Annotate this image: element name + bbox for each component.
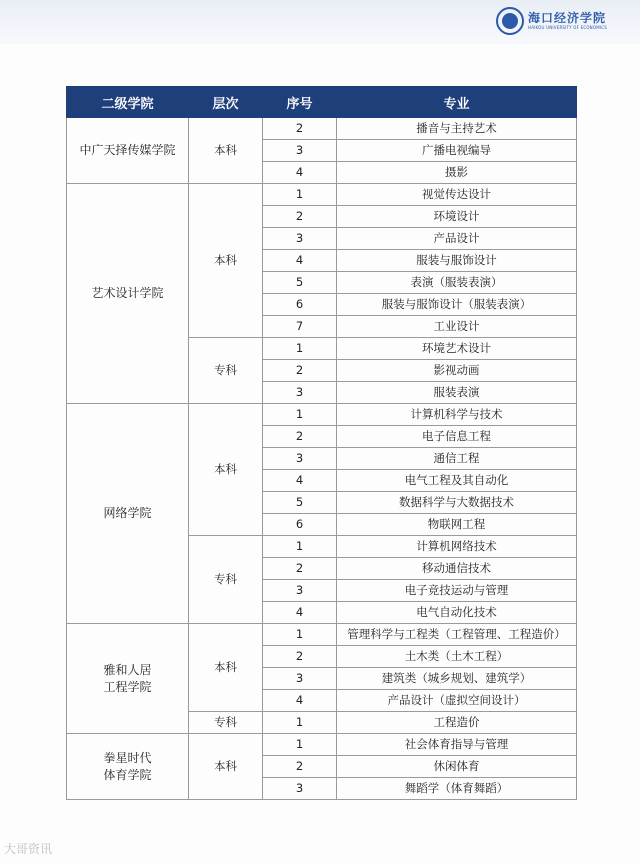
number-cell: 1 — [263, 624, 337, 646]
major-cell: 播音与主持艺术 — [337, 118, 577, 140]
major-cell: 电气自动化技术 — [337, 602, 577, 624]
table-row — [67, 404, 577, 426]
header-major: 专业 — [337, 87, 577, 118]
major-cell: 物联网工程 — [337, 514, 577, 536]
college-name-cell: 雅和人居 工程学院 — [67, 624, 189, 734]
number-cell: 4 — [263, 470, 337, 492]
major-cell: 影视动画 — [337, 360, 577, 382]
major-cell: 工业设计 — [337, 316, 577, 338]
major-cell: 产品设计 — [337, 228, 577, 250]
number-cell: 2 — [263, 558, 337, 580]
major-cell: 电气工程及其自动化 — [337, 470, 577, 492]
college-name-cell: 中广天择传媒学院 — [67, 118, 189, 184]
level-cell: 本科 — [189, 734, 263, 800]
number-cell: 1 — [263, 712, 337, 734]
number-cell: 3 — [263, 382, 337, 404]
majors-table — [66, 86, 577, 800]
number-cell: 6 — [263, 514, 337, 536]
logo-chinese-name: 海口经济学院 — [528, 11, 607, 25]
number-cell: 2 — [263, 646, 337, 668]
college-name-cell: 网络学院 — [67, 404, 189, 624]
number-cell: 5 — [263, 272, 337, 294]
number-cell: 2 — [263, 426, 337, 448]
number-cell: 2 — [263, 118, 337, 140]
major-cell: 计算机网络技术 — [337, 536, 577, 558]
major-cell: 服装表演 — [337, 382, 577, 404]
number-cell: 2 — [263, 206, 337, 228]
number-cell: 4 — [263, 602, 337, 624]
major-cell: 环境艺术设计 — [337, 338, 577, 360]
college-name-cell: 拳星时代 体育学院 — [67, 734, 189, 800]
number-cell: 5 — [263, 492, 337, 514]
major-cell: 社会体育指导与管理 — [337, 734, 577, 756]
header-college: 二级学院 — [67, 87, 189, 118]
level-cell: 本科 — [189, 184, 263, 338]
number-cell: 4 — [263, 690, 337, 712]
level-cell: 专科 — [189, 712, 263, 734]
major-cell: 电子竞技运动与管理 — [337, 580, 577, 602]
major-cell: 舞蹈学（体育舞蹈） — [337, 778, 577, 800]
level-cell: 本科 — [189, 624, 263, 712]
major-cell: 计算机科学与技术 — [337, 404, 577, 426]
number-cell: 6 — [263, 294, 337, 316]
number-cell: 3 — [263, 448, 337, 470]
number-cell: 3 — [263, 228, 337, 250]
number-cell: 3 — [263, 580, 337, 602]
table-row — [67, 624, 577, 646]
university-seal-icon — [496, 7, 524, 35]
watermark: 大哥资讯 — [4, 842, 53, 856]
number-cell: 1 — [263, 404, 337, 426]
major-cell: 数据科学与大数据技术 — [337, 492, 577, 514]
level-cell: 专科 — [189, 338, 263, 404]
number-cell: 3 — [263, 140, 337, 162]
logo-english-name: HAIKOU UNIVERSITY OF ECONOMICS — [528, 25, 607, 30]
header-number: 序号 — [263, 87, 337, 118]
major-cell: 休闲体育 — [337, 756, 577, 778]
table-row — [67, 184, 577, 206]
number-cell: 4 — [263, 162, 337, 184]
major-cell: 服装与服饰设计 — [337, 250, 577, 272]
major-cell: 建筑类（城乡规划、建筑学） — [337, 668, 577, 690]
major-cell: 工程造价 — [337, 712, 577, 734]
major-cell: 土木类（土木工程） — [337, 646, 577, 668]
major-cell: 管理科学与工程类（工程管理、工程造价） — [337, 624, 577, 646]
major-cell: 摄影 — [337, 162, 577, 184]
major-cell: 广播电视编导 — [337, 140, 577, 162]
header-level: 层次 — [189, 87, 263, 118]
college-name-cell: 艺术设计学院 — [67, 184, 189, 404]
number-cell: 1 — [263, 734, 337, 756]
university-logo — [496, 6, 607, 36]
major-cell: 表演（服装表演） — [337, 272, 577, 294]
number-cell: 1 — [263, 536, 337, 558]
number-cell: 4 — [263, 250, 337, 272]
number-cell: 2 — [263, 756, 337, 778]
number-cell: 2 — [263, 360, 337, 382]
major-cell: 移动通信技术 — [337, 558, 577, 580]
major-cell: 电子信息工程 — [337, 426, 577, 448]
level-cell: 本科 — [189, 118, 263, 184]
number-cell: 3 — [263, 778, 337, 800]
number-cell: 1 — [263, 338, 337, 360]
table-header-row — [67, 87, 577, 118]
table-row — [67, 734, 577, 756]
level-cell: 本科 — [189, 404, 263, 536]
major-cell: 环境设计 — [337, 206, 577, 228]
number-cell: 3 — [263, 668, 337, 690]
major-cell: 通信工程 — [337, 448, 577, 470]
major-cell: 产品设计（虚拟空间设计） — [337, 690, 577, 712]
number-cell: 1 — [263, 184, 337, 206]
level-cell: 专科 — [189, 536, 263, 624]
major-cell: 服装与服饰设计（服装表演） — [337, 294, 577, 316]
table-row — [67, 118, 577, 140]
major-cell: 视觉传达设计 — [337, 184, 577, 206]
number-cell: 7 — [263, 316, 337, 338]
